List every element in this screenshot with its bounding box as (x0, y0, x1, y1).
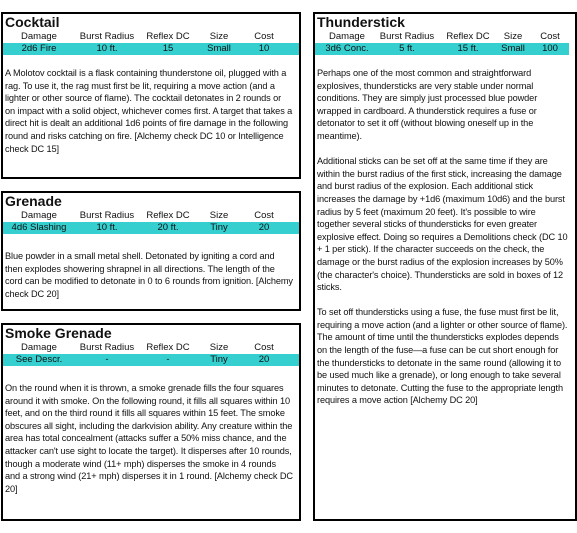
value-burst-radius: - (105, 354, 109, 365)
value-size: Small (501, 43, 525, 54)
header-size: Size (209, 31, 229, 42)
header-reflex-dc: Reflex DC (146, 210, 190, 221)
stat-value-row (3, 43, 299, 55)
value-size: Tiny (210, 222, 228, 233)
header-burst-radius: Burst Radius (79, 210, 135, 221)
stat-header-row (3, 342, 299, 354)
description-paragraph: Additional sticks can be set off at the same time if they are within the burst radius of the first stick, increasing the damage and burst radius of the explosion. Each additional stick increases the damage by +1d6 (maximum 10d6) and the burst radius by 5 feet (maximum 20 feet). It's possible to wire together several sticks of thundersticks for even greater explosive effect. Doing so requires a Demolitions check (DC 10 + 1 per stick). If the character succeeds on the check, the damage or the burst radius of the explosion increases by 50% (the character's choice). Thundersticks are sold in boxes of 12 sticks. (317, 156, 568, 293)
value-reflex-dc: 15 ft. (457, 43, 479, 54)
card-description (5, 250, 293, 300)
stat-header-row (3, 210, 299, 222)
header-size: Size (209, 342, 229, 353)
card-description (317, 67, 571, 407)
stat-header-row (3, 31, 299, 43)
stat-value-row (315, 43, 569, 55)
header-burst-radius: Burst Radius (79, 31, 135, 42)
header-reflex-dc: Reflex DC (146, 31, 190, 42)
stat-value-row (3, 222, 299, 234)
description-paragraph: A Molotov cocktail is a flask containing thunderstone oil, plugged with a rag. To use it, the rag must first be lit, requiring a move action (and a lighter or other source of flame). The cocktail detonates in 2 rounds or on impact with a solid object, whichever comes first. A target that takes a direct hit is dealt an additional 1d6 points of fire damage in the following round and risks catching on fire. [Alchemy check DC 10 or Intelligence check DC 15] (5, 68, 293, 154)
header-cost: Cost (254, 342, 274, 353)
card-title: Cocktail (5, 14, 60, 30)
value-size: Tiny (210, 354, 228, 365)
value-size: Small (207, 43, 231, 54)
value-reflex-dc: - (166, 354, 170, 365)
value-reflex-dc: 20 ft. (157, 222, 179, 233)
header-damage: Damage (21, 31, 57, 42)
stat-value-row (3, 354, 299, 366)
value-burst-radius: 5 ft. (399, 43, 415, 54)
header-size: Size (209, 210, 229, 221)
card-title: Smoke Grenade (5, 325, 112, 341)
description-paragraph: To set off thundersticks using a fuse, the fuse must first be lit, requiring a move action (and a lighter or other source of flame). The amount of time until the thundersticks explodes depends on the length of the fuse—a fuse can be cut short enough for the thundersticks to detonate in the same round (allowing it to be used much like a grenade), or long enough to take several minutes to detonate. Cutting the fuse to the appropriate length requires a move action [Alchemy DC 20] (317, 307, 568, 406)
header-burst-radius: Burst Radius (379, 31, 435, 42)
value-cost: 100 (542, 43, 558, 54)
description-paragraph: Perhaps one of the most common and straightforward explosives, thundersticks are very stable under normal conditions. They are simply just processed blue powder wrapped in cardboard. A thunderstick requires a fuse or detonator to set it off (without blowing oneself up in the meantime). (317, 68, 538, 141)
card-description (5, 67, 293, 155)
header-cost: Cost (254, 210, 274, 221)
card-description (5, 382, 293, 495)
item-card-smoke-grenade (1, 323, 301, 521)
header-burst-radius: Burst Radius (79, 342, 135, 353)
item-card-thunderstick (313, 12, 577, 521)
header-cost: Cost (540, 31, 560, 42)
card-title: Thunderstick (317, 14, 405, 30)
header-damage: Damage (21, 342, 57, 353)
value-cost: 10 (258, 43, 270, 54)
value-cost: 20 (258, 222, 270, 233)
header-reflex-dc: Reflex DC (146, 342, 190, 353)
value-damage: 2d6 Fire (21, 43, 57, 54)
item-card-cocktail (1, 12, 301, 179)
value-burst-radius: 10 ft. (96, 222, 118, 233)
value-damage: See Descr. (15, 354, 63, 365)
description-paragraph: Blue powder in a small metal shell. Detonated by igniting a cord and then explodes showering shrapnel in all directions. The length of the cord can be modified to detonate in 0 to 6 rounds from ignition. [Alchemy check DC 20] (5, 251, 293, 299)
header-reflex-dc: Reflex DC (446, 31, 490, 42)
stat-header-row (315, 31, 575, 43)
header-size: Size (503, 31, 523, 42)
value-reflex-dc: 15 (162, 43, 174, 54)
value-cost: 20 (258, 354, 270, 365)
value-damage: 4d6 Slashing (11, 222, 67, 233)
card-title: Grenade (5, 193, 62, 209)
item-card-grenade (1, 191, 301, 311)
header-damage: Damage (329, 31, 365, 42)
value-damage: 3d6 Conc. (325, 43, 369, 54)
header-cost: Cost (254, 31, 274, 42)
description-paragraph: On the round when it is thrown, a smoke grenade fills the four squares around it with smoke. On the following round, it fills all squares within 10 feet, and on the third round it fills all squares within 15 feet. The smoke obscures all sight, including the darkvision ability. Any creature within the area has total concealment (attacks suffer a 50% miss chance, and the attacker can't use sight to locate the target). It disperses after 10 rounds, though a moderate wind (11+ mph) disperses the smoke in 4 rounds and a strong wind (21+ mph) disperses it in 1 round. [Alchemy check DC 20] (5, 383, 293, 494)
value-burst-radius: 10 ft. (96, 43, 118, 54)
header-damage: Damage (21, 210, 57, 221)
